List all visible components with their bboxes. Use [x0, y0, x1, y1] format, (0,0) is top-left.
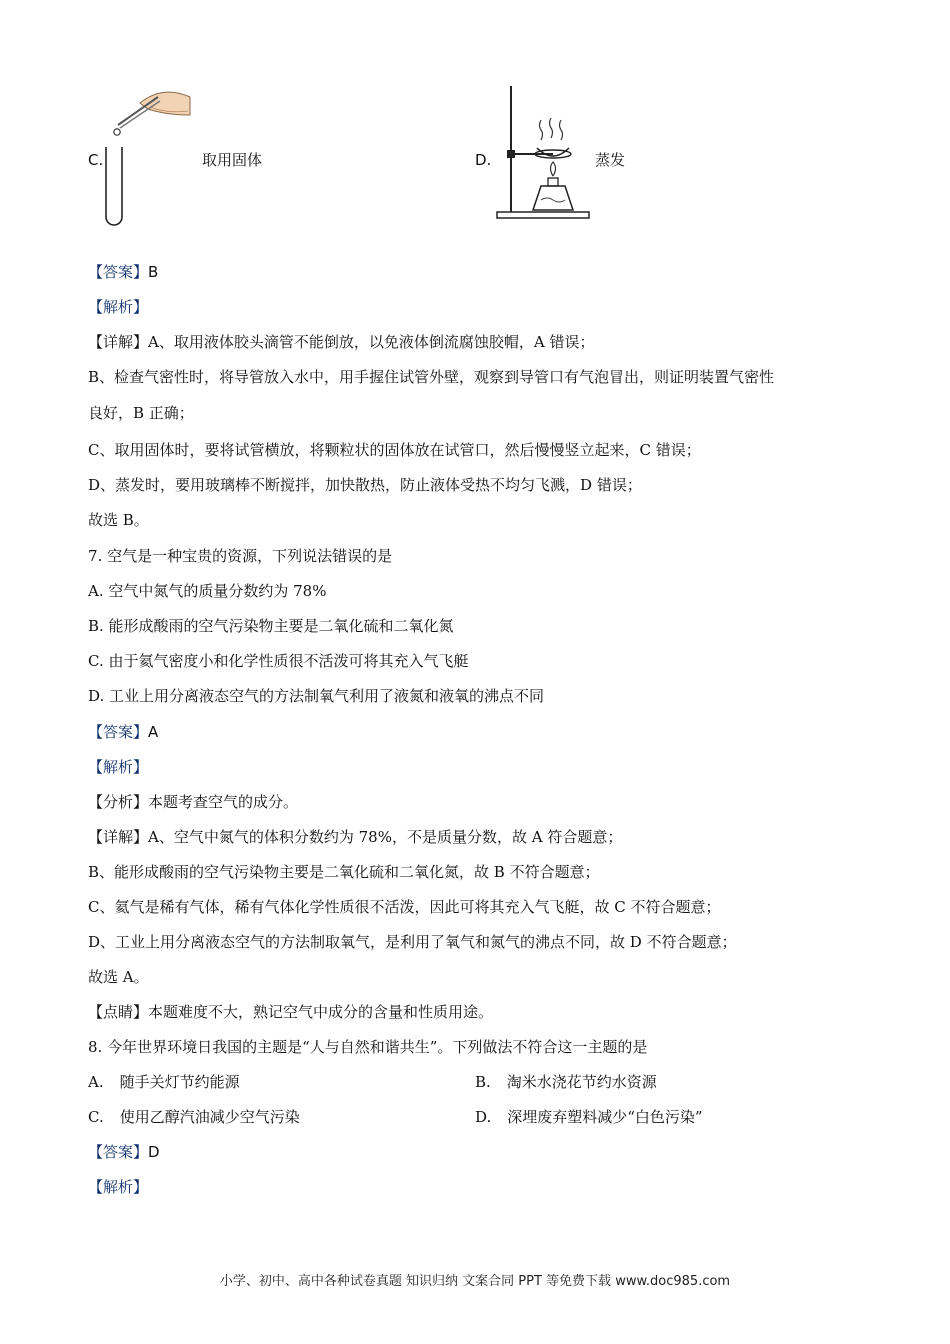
- detail-text: A、空气中氮气的体积分数约为 78%，不是质量分数，故 A 符合题意；: [148, 828, 623, 846]
- option-letter: A.: [88, 1073, 104, 1091]
- option-text: 使用乙醇汽油减少空气污染: [119, 1108, 300, 1126]
- q6-detail-line-1: [88, 332, 594, 352]
- analysis-tag: 【解析】: [88, 758, 149, 776]
- q7-option-a: A. 空气中氮气的质量分数约为 78%: [88, 582, 327, 600]
- q7-dianjing: [88, 1002, 493, 1022]
- q7-detail-line-3: C、氦气是稀有气体，稀有气体化学性质很不活泼，因此可将其充入气飞艇，故 C 不符合题意；: [88, 898, 721, 916]
- detail-text: A、取用液体胶头滴管不能倒放，以免液体倒流腐蚀胶帽，A 错误；: [148, 333, 595, 351]
- q7-option-c: C. 由于氦气密度小和化学性质很不活泼可将其充入气飞艇: [88, 652, 469, 670]
- q8-option-a: [88, 1072, 240, 1092]
- q6-answer: [88, 262, 158, 282]
- q7-conclusion: 故选 A。: [88, 968, 149, 986]
- option-letter: B.: [475, 1073, 491, 1091]
- answer-value: B: [148, 263, 159, 281]
- option-text: 深埋废弃塑料减少“白色污染”: [507, 1108, 703, 1126]
- detail-tag: 【详解】: [88, 333, 149, 351]
- q8-option-b: [475, 1072, 657, 1092]
- analysis-tag: 【解析】: [88, 298, 149, 316]
- q7-detail-line-1: [88, 827, 622, 847]
- q8-option-d: [475, 1107, 703, 1127]
- analysis-tag: 【解析】: [88, 1178, 149, 1196]
- dianjing-text: 本题难度不大，熟记空气中成分的含量和性质用途。: [148, 1003, 494, 1021]
- q6-detail-line-2: B、检查气密性时，将导管放入水中，用手握住试管外壁，观察到导管口有气泡冒出，则证明装置气密性: [88, 368, 775, 386]
- q7-detail-line-2: B、能形成酸雨的空气污染物主要是二氧化硫和二氧化氮，故 B 不符合题意；: [88, 863, 600, 881]
- detail-tag: 【详解】: [88, 828, 149, 846]
- option-text: 随手关灯节约能源: [119, 1073, 240, 1091]
- option-c-caption: 取用固体: [202, 151, 263, 169]
- answer-tag: 【答案】: [88, 1143, 149, 1161]
- q6-detail-line-5: D、蒸发时，要用玻璃棒不断搅拌，加快散热，防止液体受热不均匀飞溅，D 错误；: [88, 476, 642, 494]
- answer-tag: 【答案】: [88, 263, 149, 281]
- q7-fenxi: [88, 792, 298, 812]
- option-text: 淘米水浇花节约水资源: [506, 1073, 657, 1091]
- q8-answer: [88, 1142, 160, 1162]
- q7-stem: 7. 空气是一种宝贵的资源，下列说法错误的是: [88, 547, 393, 565]
- evaporation-apparatus-figure: [495, 82, 595, 224]
- option-letter: C.: [88, 1108, 104, 1126]
- answer-value: A: [148, 723, 159, 741]
- option-letter: D.: [475, 1108, 492, 1126]
- answer-value: D: [148, 1143, 160, 1161]
- option-d-caption: 蒸发: [595, 151, 626, 169]
- page-footer: 小学、初中、高中各种试卷真题 知识归纳 文案合同 PPT 等免费下载 www.doc985.com: [219, 1274, 731, 1289]
- option-c-letter: C.: [88, 151, 104, 169]
- q7-answer: [88, 722, 158, 742]
- q8-option-c: [88, 1107, 300, 1127]
- q7-option-d: D. 工业上用分离液态空气的方法制氧气利用了液氮和液氧的沸点不同: [88, 687, 545, 705]
- test-tube-solid-figure: [100, 85, 195, 230]
- fenxi-text: 本题考查空气的成分。: [148, 793, 299, 811]
- q6-detail-line-3: 良好，B 正确；: [88, 404, 194, 422]
- q6-conclusion: 故选 B。: [88, 511, 149, 529]
- option-d-letter: D.: [475, 151, 492, 169]
- q8-stem: 8. 今年世界环境日我国的主题是“人与自然和谐共生”。下列做法不符合这一主题的是: [88, 1038, 648, 1056]
- q7-detail-line-4: D、工业上用分离液态空气的方法制取氧气，是利用了氧气和氮气的沸点不同，故 D 不符合题意；: [88, 933, 737, 951]
- dianjing-tag: 【点睛】: [88, 1003, 149, 1021]
- q7-option-b: B. 能形成酸雨的空气污染物主要是二氧化硫和二氧化氮: [88, 617, 454, 635]
- fenxi-tag: 【分析】: [88, 793, 149, 811]
- answer-tag: 【答案】: [88, 723, 149, 741]
- q6-detail-line-4: C、取用固体时，要将试管横放，将颗粒状的固体放在试管口，然后慢慢竖立起来，C 错误；: [88, 441, 701, 459]
